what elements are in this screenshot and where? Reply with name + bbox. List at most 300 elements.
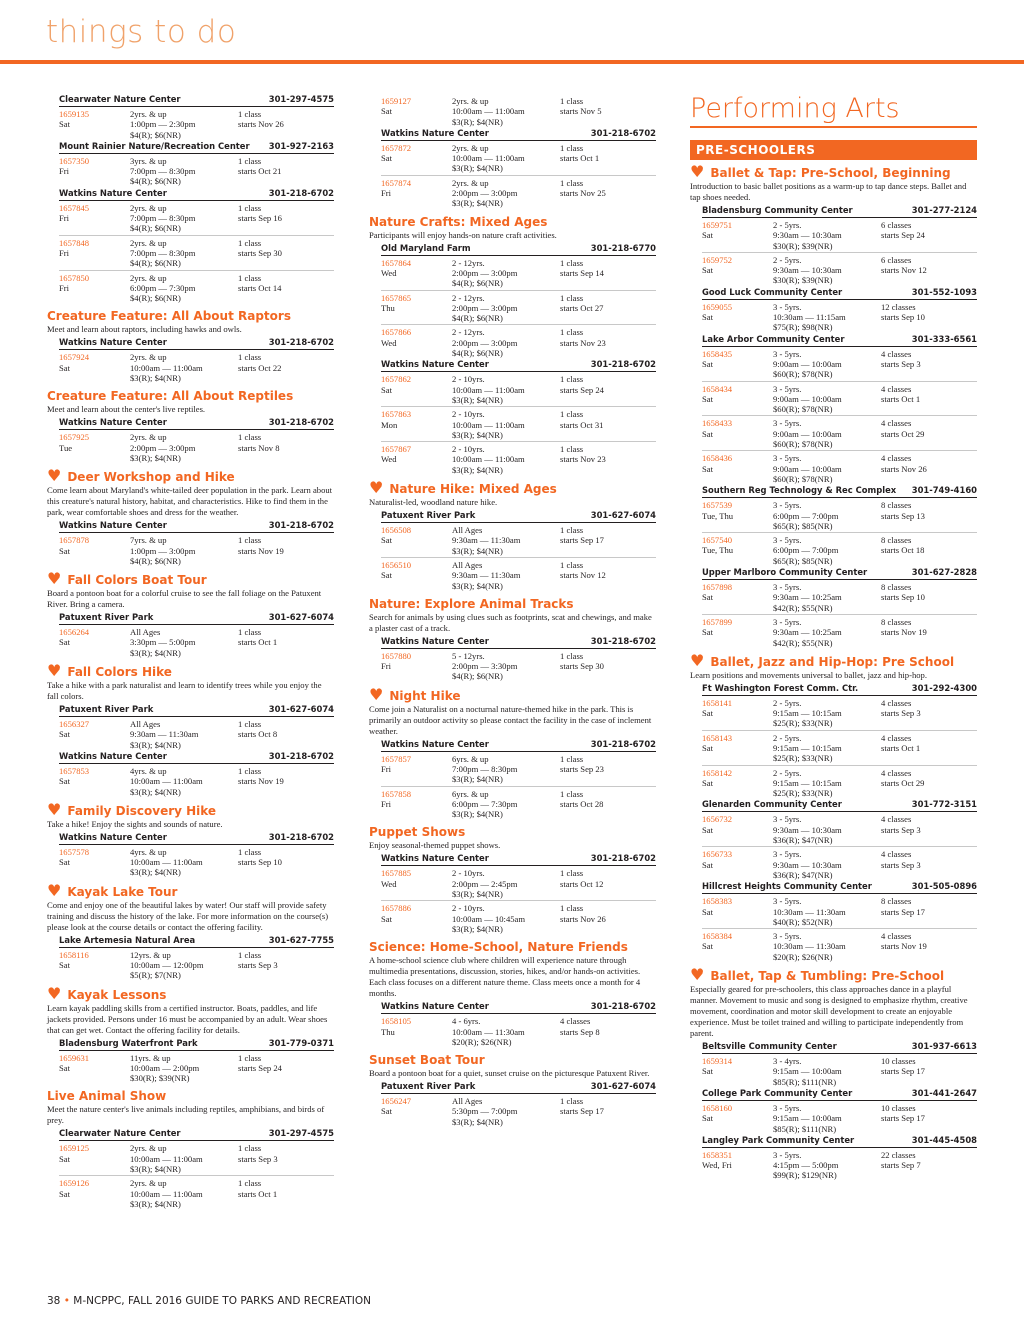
course-schedule bbox=[238, 352, 334, 383]
facility-block bbox=[381, 636, 656, 683]
course-code-cell bbox=[59, 1053, 130, 1084]
course-start: starts Sep 13 bbox=[881, 510, 925, 521]
course-code-cell bbox=[702, 255, 773, 286]
course-class-count: 1 class bbox=[238, 352, 262, 363]
course-day: Sat bbox=[702, 312, 713, 323]
facility-header bbox=[702, 334, 977, 347]
course-details bbox=[130, 950, 238, 981]
course-row bbox=[702, 615, 977, 649]
course-schedule bbox=[560, 96, 656, 127]
course-detail-line: 7:00pm — 8:30pm bbox=[130, 247, 196, 258]
course-details bbox=[452, 258, 560, 289]
course-start: starts Sep 3 bbox=[238, 959, 278, 970]
course-class-count: 1 class bbox=[238, 535, 262, 546]
course-detail-line: $30(R); $39(NR) bbox=[130, 1073, 190, 1084]
facility-name: Hillcrest Heights Community Center bbox=[702, 881, 872, 892]
course-code-cell bbox=[59, 1178, 130, 1209]
facility-name: Watkins Nature Center bbox=[59, 831, 167, 842]
course-code: 1659125 bbox=[59, 1143, 90, 1154]
course-code-cell bbox=[59, 627, 130, 658]
course-code-cell bbox=[381, 374, 452, 405]
course-details bbox=[773, 349, 881, 380]
facility-phone: 301-297-4575 bbox=[268, 1128, 334, 1139]
course-details bbox=[773, 733, 881, 764]
course-row bbox=[59, 1176, 334, 1210]
course-detail-line: 3 - 5yrs. bbox=[773, 1149, 802, 1160]
page-number: 38 bbox=[47, 1295, 61, 1307]
facility-phone: 301-218-6702 bbox=[268, 520, 334, 531]
course-code: 1658141 bbox=[702, 697, 733, 708]
course-detail-line: $3(R); $4(NR) bbox=[452, 429, 503, 440]
facility-name: Watkins Nature Center bbox=[59, 750, 167, 761]
activity-title bbox=[369, 597, 656, 611]
activity-title-text: Ballet & Tap: Pre-School, Beginning bbox=[710, 166, 951, 180]
facility-block bbox=[59, 935, 334, 982]
course-detail-line: 2 - 12yrs. bbox=[452, 292, 485, 303]
course-start: starts Sep 8 bbox=[560, 1026, 600, 1037]
course-day: Sat bbox=[59, 1188, 70, 1199]
course-day: Wed bbox=[381, 878, 397, 889]
facility-phone: 301-627-7755 bbox=[268, 934, 334, 945]
activity-item bbox=[690, 650, 977, 963]
course-start: starts Sep 10 bbox=[881, 592, 925, 603]
course-code-cell bbox=[381, 178, 452, 209]
course-start: starts Sep 3 bbox=[238, 1153, 278, 1164]
course-start: starts Oct 8 bbox=[238, 729, 278, 740]
course-detail-line: $3(R); $4(NR) bbox=[130, 786, 181, 797]
course-day: Sat bbox=[702, 742, 713, 753]
course-detail-line: 2:00pm — 3:00pm bbox=[130, 442, 196, 453]
facility-name: College Park Community Center bbox=[702, 1087, 853, 1098]
course-class-count: 1 class bbox=[560, 409, 584, 420]
facility-header bbox=[702, 799, 977, 812]
course-code-cell bbox=[702, 931, 773, 962]
course-code: 1658433 bbox=[702, 418, 733, 429]
column-3 bbox=[690, 94, 977, 1182]
course-code-cell bbox=[702, 384, 773, 415]
facility-header bbox=[59, 417, 334, 430]
course-start: starts Sep 30 bbox=[560, 661, 604, 672]
course-schedule bbox=[560, 1016, 656, 1047]
course-detail-line: 10:00am — 11:00am bbox=[130, 857, 203, 868]
course-class-count: 22 classes bbox=[881, 1149, 916, 1160]
course-code: 1659751 bbox=[702, 220, 733, 230]
course-start: starts Oct 22 bbox=[238, 362, 282, 373]
course-start: starts Sep 10 bbox=[238, 857, 282, 868]
activity-title bbox=[369, 478, 656, 498]
course-schedule bbox=[560, 374, 656, 405]
course-class-count: 1 class bbox=[238, 1143, 262, 1154]
facility-name: Ft Washington Forest Comm. Ctr. bbox=[702, 682, 859, 693]
course-day: Sat bbox=[59, 857, 70, 868]
course-start: starts Nov 12 bbox=[560, 570, 606, 581]
facility-name: Watkins Nature Center bbox=[59, 337, 167, 348]
course-code-cell bbox=[381, 444, 452, 475]
course-code: 1659127 bbox=[381, 96, 412, 106]
course-detail-line: $60(R); $78(NR) bbox=[773, 404, 833, 415]
facility-block bbox=[381, 1001, 656, 1048]
course-code: 1659752 bbox=[702, 254, 733, 265]
facility-phone: 301-772-3151 bbox=[911, 799, 977, 810]
course-detail-line: 3 - 5yrs. bbox=[773, 301, 802, 312]
facility-header bbox=[702, 485, 977, 498]
course-detail-line: All Ages bbox=[452, 1096, 483, 1107]
course-row bbox=[381, 407, 656, 442]
course-class-count: 12 classes bbox=[881, 301, 916, 312]
course-schedule bbox=[560, 444, 656, 475]
course-start: starts Sep 3 bbox=[881, 358, 921, 369]
course-detail-line: $3(R); $4(NR) bbox=[130, 739, 181, 750]
course-code: 1657925 bbox=[59, 432, 90, 443]
facility-block bbox=[702, 1135, 977, 1182]
course-day: Tue, Thu bbox=[702, 545, 734, 556]
course-detail-line: $4(R); $6(NR) bbox=[452, 313, 503, 324]
course-detail-line: $3(R); $4(NR) bbox=[452, 809, 503, 820]
course-day: Fri bbox=[59, 282, 70, 293]
course-code-cell bbox=[381, 525, 452, 556]
course-details bbox=[773, 418, 881, 449]
facility-phone: 301-218-6702 bbox=[268, 831, 334, 842]
course-detail-line: 9:30am — 11:30am bbox=[130, 729, 199, 740]
facility-phone: 301-627-6074 bbox=[268, 704, 334, 715]
course-code-cell bbox=[702, 1056, 773, 1087]
facility-name: Southern Reg Technology & Rec Complex bbox=[702, 485, 897, 496]
course-code-cell bbox=[702, 418, 773, 449]
course-row bbox=[59, 350, 334, 384]
course-row bbox=[702, 696, 977, 731]
course-start: starts Sep 3 bbox=[881, 859, 921, 870]
activity-description: Enjoy seasonal-themed puppet shows. bbox=[369, 840, 501, 851]
course-class-count: 1 class bbox=[238, 846, 262, 857]
course-detail-line: $4(R); $6(NR) bbox=[130, 293, 181, 304]
course-code: 1656247 bbox=[381, 1096, 412, 1107]
course-details bbox=[130, 1143, 238, 1174]
course-start: starts Nov 8 bbox=[238, 442, 280, 453]
course-schedule bbox=[560, 293, 656, 324]
course-detail-line: 9:00am — 10:00am bbox=[773, 428, 842, 439]
course-detail-line: 2 - 5yrs. bbox=[773, 254, 802, 265]
course-day: Fri bbox=[381, 763, 392, 774]
activity-title-text: Deer Workshop and Hike bbox=[67, 470, 235, 485]
facility-phone: 301-749-4160 bbox=[911, 485, 977, 496]
activity-item bbox=[369, 684, 656, 821]
course-detail-line: 7:00pm — 8:30pm bbox=[452, 763, 518, 774]
course-schedule bbox=[560, 143, 656, 174]
course-schedule bbox=[881, 849, 977, 880]
activity-title-text: Kayak Lake Tour bbox=[67, 884, 178, 899]
course-detail-line: 4:15pm — 5:00pm bbox=[773, 1160, 839, 1171]
facility-block bbox=[59, 337, 334, 384]
course-detail-line: 3 - 5yrs. bbox=[773, 453, 802, 464]
course-row bbox=[59, 107, 334, 141]
facility-name: Patuxent River Park bbox=[381, 1081, 476, 1092]
course-row bbox=[702, 382, 977, 417]
facility-phone: 301-218-6702 bbox=[590, 853, 656, 864]
course-class-count: 8 classes bbox=[881, 896, 912, 907]
course-detail-line: $4(R); $6(NR) bbox=[130, 176, 181, 187]
course-detail-line: $3(R); $4(NR) bbox=[130, 373, 181, 384]
course-code-cell bbox=[702, 1150, 773, 1181]
course-class-count: 4 classes bbox=[881, 453, 912, 464]
course-detail-line: All Ages bbox=[452, 525, 483, 536]
course-code-cell bbox=[381, 1016, 452, 1047]
course-start: starts Sep 17 bbox=[560, 1106, 604, 1117]
activity-item bbox=[369, 478, 656, 592]
course-details bbox=[773, 384, 881, 415]
course-detail-line: $85(R); $111(NR) bbox=[773, 1076, 837, 1087]
course-day: Fri bbox=[381, 798, 392, 809]
course-code: 1657898 bbox=[702, 582, 733, 593]
facility-block bbox=[702, 287, 977, 334]
course-detail-line: $30(R); $39(NR) bbox=[773, 275, 833, 286]
facility-name: Mount Rainier Nature/Recreation Center bbox=[59, 140, 250, 151]
course-class-count: 1 class bbox=[238, 1052, 262, 1063]
course-start: starts Oct 29 bbox=[881, 428, 925, 439]
course-day: Sat bbox=[702, 592, 713, 603]
activity-description: Come join a Naturalist on a nocturnal nature-themed hike in the park. This is primarily an outdoor activity so please contact the facility in the case of inclement weather. bbox=[369, 703, 652, 736]
course-code: 1657878 bbox=[59, 535, 90, 546]
course-detail-line: 2:00pm — 2:45pm bbox=[452, 878, 518, 889]
course-start: starts Sep 24 bbox=[881, 230, 925, 241]
course-code: 1658116 bbox=[59, 949, 89, 960]
course-code-cell bbox=[381, 96, 452, 127]
course-class-count: 1 class bbox=[560, 753, 584, 764]
course-row bbox=[381, 523, 656, 558]
course-start: starts Oct 1 bbox=[560, 153, 600, 164]
course-start: starts Sep 24 bbox=[238, 1062, 282, 1073]
course-start: starts Nov 23 bbox=[560, 337, 606, 348]
facility-phone: 301-505-0896 bbox=[911, 881, 977, 892]
course-schedule bbox=[560, 327, 656, 358]
course-class-count: 1 class bbox=[560, 903, 584, 914]
course-details bbox=[452, 1096, 560, 1127]
course-day: Sat bbox=[59, 729, 70, 740]
course-detail-line: 2yrs. & up bbox=[452, 177, 489, 188]
course-code: 1657899 bbox=[702, 616, 733, 627]
course-detail-line: $3(R); $4(NR) bbox=[452, 580, 503, 591]
course-code: 1657540 bbox=[702, 535, 733, 546]
course-code-cell bbox=[702, 220, 773, 251]
course-day: Sat bbox=[702, 824, 713, 835]
course-code-cell bbox=[59, 847, 130, 878]
course-detail-line: 3 - 5yrs. bbox=[773, 582, 802, 593]
course-schedule bbox=[238, 156, 334, 187]
activity-title bbox=[47, 389, 334, 403]
course-code: 1658160 bbox=[702, 1102, 733, 1113]
course-class-count: 8 classes bbox=[881, 582, 912, 593]
course-code: 1657924 bbox=[59, 352, 90, 363]
course-detail-line: 1:00pm — 2:30pm bbox=[130, 119, 196, 130]
activity-title-text: Live Animal Show bbox=[47, 1089, 167, 1104]
course-day: Sat bbox=[702, 1113, 713, 1124]
course-detail-line: $4(R); $6(NR) bbox=[130, 129, 181, 140]
course-details bbox=[773, 617, 881, 648]
course-row bbox=[59, 1141, 334, 1176]
facility-name: Lake Artemesia Natural Area bbox=[59, 934, 196, 945]
course-day: Sat bbox=[702, 393, 713, 404]
course-schedule bbox=[881, 384, 977, 415]
course-details bbox=[773, 500, 881, 531]
activity-title bbox=[369, 940, 656, 954]
course-schedule bbox=[238, 719, 334, 750]
course-day: Sat bbox=[702, 859, 713, 870]
course-schedule bbox=[560, 789, 656, 820]
course-code: 1656327 bbox=[59, 719, 90, 730]
course-code: 1659631 bbox=[59, 1052, 90, 1063]
course-schedule bbox=[238, 1178, 334, 1209]
course-details bbox=[130, 432, 238, 463]
course-details bbox=[773, 220, 881, 251]
activity-title bbox=[47, 309, 334, 323]
course-row bbox=[702, 498, 977, 533]
facility-phone: 301-218-6702 bbox=[590, 1001, 656, 1012]
course-class-count: 8 classes bbox=[881, 535, 912, 546]
course-row bbox=[381, 94, 656, 128]
facility-block bbox=[59, 417, 334, 464]
course-detail-line: $5(R); $7(NR) bbox=[130, 970, 181, 981]
course-class-count: 1 class bbox=[238, 949, 262, 960]
course-row bbox=[702, 347, 977, 382]
course-class-count: 4 classes bbox=[560, 1016, 591, 1027]
course-row bbox=[59, 430, 334, 464]
course-details bbox=[452, 903, 560, 934]
course-day: Sat bbox=[702, 265, 713, 276]
course-detail-line: All Ages bbox=[452, 559, 483, 570]
course-detail-line: 2:00pm — 3:30pm bbox=[452, 661, 518, 672]
facility-header bbox=[381, 128, 656, 141]
course-day: Sat bbox=[59, 362, 70, 373]
facility-phone: 301-218-6770 bbox=[590, 242, 656, 253]
activity-item bbox=[369, 940, 656, 1048]
course-row bbox=[381, 866, 656, 901]
course-detail-line: 2 - 12yrs. bbox=[452, 257, 485, 268]
course-detail-line: $65(R); $85(NR) bbox=[773, 555, 833, 566]
course-details bbox=[452, 789, 560, 820]
activity-item bbox=[47, 799, 334, 879]
facility-block bbox=[702, 205, 977, 287]
course-schedule bbox=[881, 814, 977, 845]
course-start: starts Oct 1 bbox=[881, 393, 921, 404]
course-code: 1657858 bbox=[381, 788, 412, 799]
course-row bbox=[381, 649, 656, 683]
facility-block bbox=[59, 704, 334, 751]
course-row bbox=[59, 764, 334, 798]
heart-icon: ♥ bbox=[369, 478, 384, 498]
course-detail-line: 2yrs. & up bbox=[452, 142, 489, 153]
facility-phone: 301-218-6702 bbox=[590, 635, 656, 646]
course-start: starts Oct 18 bbox=[881, 545, 925, 556]
course-class-count: 4 classes bbox=[881, 383, 912, 394]
course-row bbox=[381, 1014, 656, 1048]
course-day: Wed bbox=[381, 337, 397, 348]
course-detail-line: 7yrs. & up bbox=[130, 535, 167, 546]
facility-block bbox=[381, 1081, 656, 1128]
column-1 bbox=[47, 94, 334, 1210]
course-code: 1658142 bbox=[702, 767, 733, 778]
course-detail-line: $60(R); $78(NR) bbox=[773, 473, 833, 484]
course-code-cell bbox=[59, 238, 130, 269]
course-start: starts Sep 17 bbox=[881, 1066, 925, 1077]
facility-name: Beltsville Community Center bbox=[702, 1041, 837, 1052]
activity-title-text: Ballet, Tap & Tumbling: Pre-School bbox=[710, 969, 945, 984]
activity-description: Naturalist-led, woodland nature hike. bbox=[369, 497, 498, 508]
course-row bbox=[702, 1101, 977, 1135]
course-schedule bbox=[881, 896, 977, 927]
activity-title bbox=[369, 684, 656, 704]
course-start: starts Nov 19 bbox=[881, 941, 927, 952]
course-schedule bbox=[881, 768, 977, 799]
course-day: Sat bbox=[381, 535, 392, 546]
course-schedule bbox=[238, 1143, 334, 1174]
course-class-count: 1 class bbox=[560, 1096, 584, 1107]
course-code-cell bbox=[59, 1143, 130, 1174]
course-code-cell bbox=[381, 258, 452, 289]
course-detail-line: 10:30am — 11:30am bbox=[773, 906, 846, 917]
course-details bbox=[773, 931, 881, 962]
facility-name: Watkins Nature Center bbox=[59, 520, 167, 531]
course-schedule bbox=[881, 453, 977, 484]
course-detail-line: 10:00am — 11:30am bbox=[452, 1026, 525, 1037]
course-code: 1658435 bbox=[702, 348, 733, 359]
course-row bbox=[59, 533, 334, 567]
course-detail-line: 10:00am — 11:00am bbox=[452, 106, 525, 117]
course-class-count: 1 class bbox=[238, 627, 262, 638]
course-start: starts Oct 29 bbox=[881, 777, 925, 788]
facility-header bbox=[702, 205, 977, 218]
course-details bbox=[773, 535, 881, 566]
activity-title bbox=[47, 799, 334, 819]
facility-header bbox=[702, 1041, 977, 1054]
course-code-cell bbox=[702, 617, 773, 648]
course-code-cell bbox=[381, 754, 452, 785]
course-detail-line: 9:30am — 10:30am bbox=[773, 824, 842, 835]
course-row bbox=[59, 845, 334, 879]
course-code: 1659314 bbox=[702, 1056, 733, 1067]
activity-item bbox=[690, 162, 977, 649]
facility-block bbox=[381, 359, 656, 476]
activity-description: Take a hike! Enjoy the sights and sounds of nature. bbox=[47, 818, 223, 829]
course-detail-line: 2 - 10yrs. bbox=[452, 868, 485, 879]
activity-title-text: Science: Home-School, Nature Friends bbox=[369, 940, 628, 955]
facility-header bbox=[59, 832, 334, 845]
course-schedule bbox=[238, 432, 334, 463]
course-class-count: 1 class bbox=[238, 202, 262, 213]
course-start: starts Nov 19 bbox=[238, 545, 284, 556]
course-code-cell bbox=[381, 1096, 452, 1127]
course-details bbox=[130, 535, 238, 566]
course-detail-line: 7:00pm — 8:30pm bbox=[130, 166, 196, 177]
activity-title bbox=[369, 1053, 656, 1067]
course-detail-line: 2yrs. & up bbox=[130, 352, 167, 363]
course-day: Sat bbox=[59, 545, 70, 556]
course-schedule bbox=[560, 903, 656, 934]
course-details bbox=[452, 444, 560, 475]
course-row bbox=[381, 256, 656, 291]
course-class-count: 1 class bbox=[560, 96, 584, 106]
course-detail-line: 6yrs. & up bbox=[452, 788, 489, 799]
course-day: Fri bbox=[381, 661, 392, 672]
course-code: 1657867 bbox=[381, 444, 412, 455]
course-detail-line: $4(R); $6(NR) bbox=[452, 348, 503, 359]
activity-title bbox=[47, 983, 334, 1003]
activity-title-text: Ballet, Jazz and Hip-Hop: Pre School bbox=[710, 654, 955, 669]
course-code-cell bbox=[702, 896, 773, 927]
course-detail-line: $3(R); $4(NR) bbox=[452, 923, 503, 934]
course-detail-line: $42(R); $55(NR) bbox=[773, 602, 833, 613]
footer-separator: • bbox=[63, 1295, 70, 1307]
facility-header bbox=[59, 1038, 334, 1051]
activity-item bbox=[369, 94, 656, 210]
